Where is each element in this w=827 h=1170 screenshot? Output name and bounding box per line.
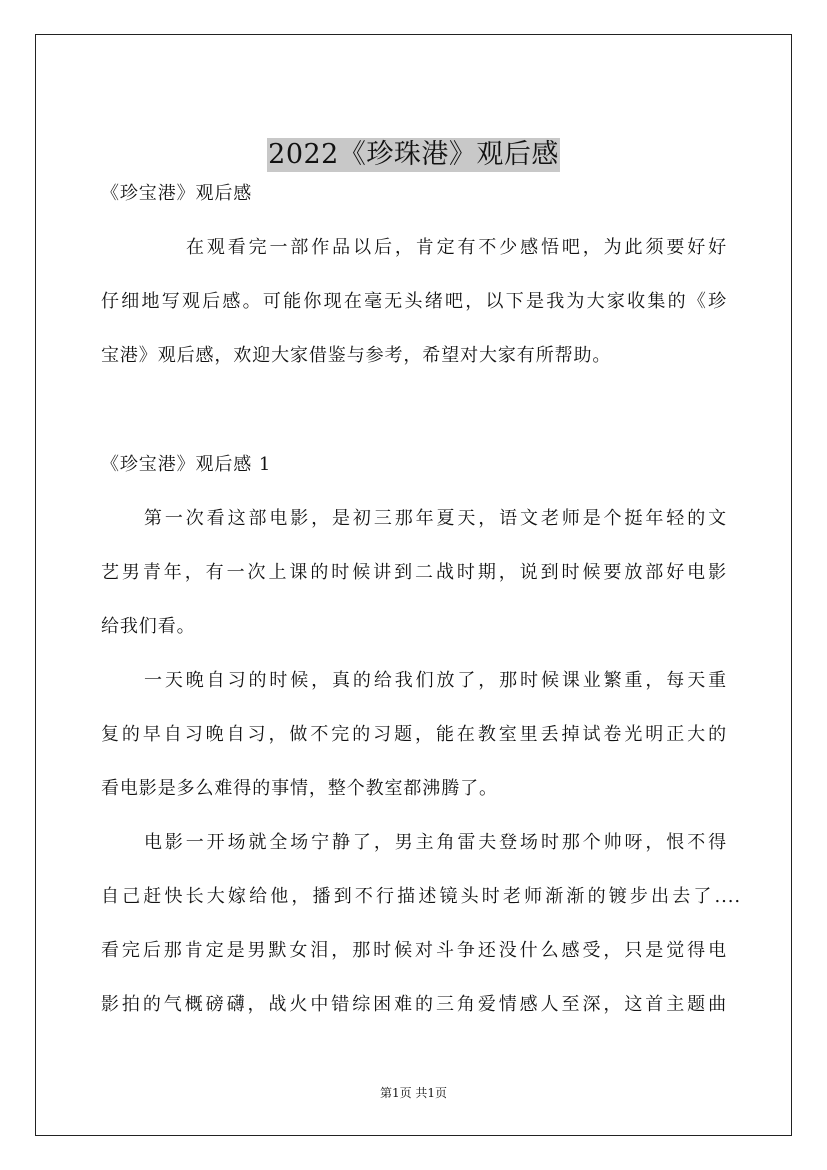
body-line-2: 艺男青年，有一次上课的时候讲到二战时期，说到时候要放部好电影 [101,562,727,583]
body-line-1: 第一次看这部电影，是初三那年夏天，语文老师是个挺年轻的文 [144,508,727,529]
body-line-8: 自己赶快长大嫁给他，播到不行描述镜头时老师渐渐的镀步出去了.... [101,886,741,907]
body-line-4: 一天晚自习的时候，真的给我们放了，那时候课业繁重，每天重 [144,670,727,691]
body-line-6: 看电影是多么难得的事情，整个教室都沸腾了。 [101,778,498,799]
body-line-3: 给我们看。 [101,616,196,637]
body-line-10: 影拍的气概磅礴，战火中错综困难的三角爱情感人至深，这首主题曲 [101,994,727,1015]
document-title: 2022《珍珠港》观后感 [268,139,559,170]
body-line-9: 看完后那肯定是男默女泪，那时候对斗争还没什么感受，只是觉得电 [101,940,727,961]
body-line-5: 复的早自习晚自习，做不完的习题，能在教室里丢掉试卷光明正大的 [101,724,727,745]
intro-line-1: 在观看完一部作品以后，肯定有不少感悟吧，为此须要好好 [186,237,727,258]
intro-line-2: 仔细地写观后感。可能你现在毫无头绪吧，以下是我为大家收集的《珍 [101,291,727,312]
title-wrap [36,138,791,172]
intro-line-3: 宝港》观后感，欢迎大家借鉴与参考，希望对大家有所帮助。 [101,345,612,366]
document-page [35,34,792,1136]
page-footer: 第1页 共1页 [379,1086,448,1100]
subtitle: 《珍宝港》观后感 [101,183,253,204]
body-line-7: 电影一开场就全场宁静了，男主角雷夫登场时那个帅呀，恨不得 [144,832,727,853]
section-heading: 《珍宝港》观后感 1 [101,454,272,475]
